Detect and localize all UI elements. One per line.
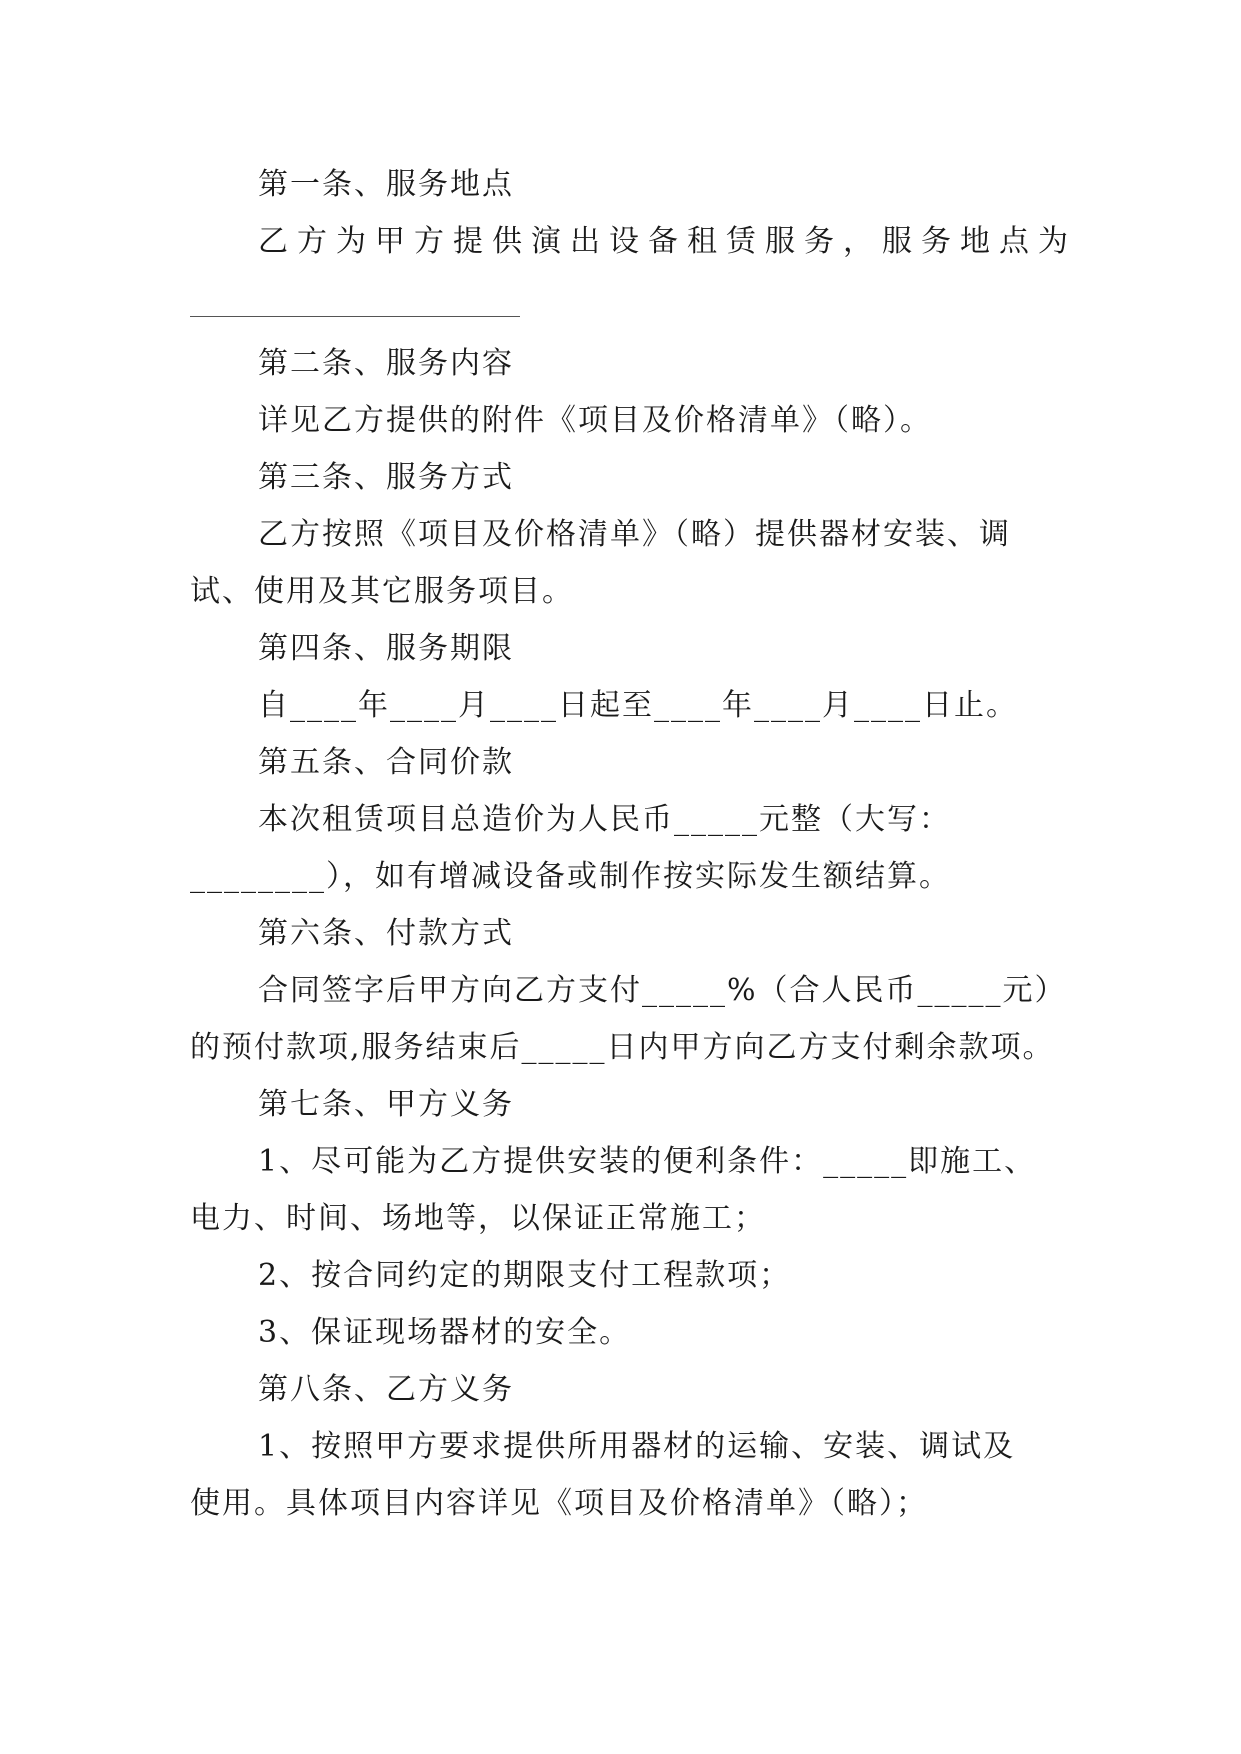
- article-4-text: 自____年____月____日起至____年____月____日止。: [258, 688, 1018, 723]
- article-2-heading: 第二条、服务内容: [258, 346, 514, 381]
- article-5-heading: 第五条、合同价款: [258, 745, 514, 780]
- article-7-item-1-line-2: 电力、时间、场地等，以保证正常施工；: [190, 1201, 766, 1236]
- blank-line: [190, 316, 520, 317]
- article-6-text-line-1: 合同签字后甲方向乙方支付_____%（合人民币_____元）: [258, 973, 1067, 1008]
- article-3-text-line-2: 试、使用及其它服务项目。: [190, 574, 574, 609]
- article-4-heading: 第四条、服务期限: [258, 631, 514, 666]
- article-3-text-line-1: 乙方按照《项目及价格清单》（略）提供器材安装、调: [258, 517, 1011, 552]
- article-8-item-1-line-1: 1、按照甲方要求提供所用器材的运输、安装、调试及: [258, 1429, 1016, 1464]
- article-5-text-line-1: 本次租赁项目总造价为人民币_____元整（大写：: [258, 802, 951, 837]
- article-1-heading: 第一条、服务地点: [258, 167, 514, 202]
- article-7-heading: 第七条、甲方义务: [258, 1087, 514, 1122]
- article-7-item-3: 3、保证现场器材的安全。: [258, 1315, 632, 1350]
- article-8-item-1-line-2: 使用。具体项目内容详见《项目及价格清单》（略）；: [190, 1486, 928, 1521]
- article-6-text-line-2: 的预付款项,服务结束后_____日内甲方向乙方支付剩余款项。: [190, 1030, 1055, 1065]
- article-1-text: 乙方为甲方提供演出设备租赁服务，服务地点为: [258, 224, 1077, 259]
- article-7-item-2: 2、按合同约定的期限支付工程款项；: [258, 1258, 792, 1293]
- article-6-heading: 第六条、付款方式: [258, 916, 514, 951]
- article-8-heading: 第八条、乙方义务: [258, 1372, 514, 1407]
- article-7-item-1-line-1: 1、尽可能为乙方提供安装的便利条件：_____即施工、: [258, 1144, 1037, 1179]
- article-2-text: 详见乙方提供的附件《项目及价格清单》（略）。: [258, 403, 932, 438]
- article-3-heading: 第三条、服务方式: [258, 460, 514, 495]
- article-5-text-line-2: ________），如有增减设备或制作按实际发生额结算。: [190, 859, 951, 894]
